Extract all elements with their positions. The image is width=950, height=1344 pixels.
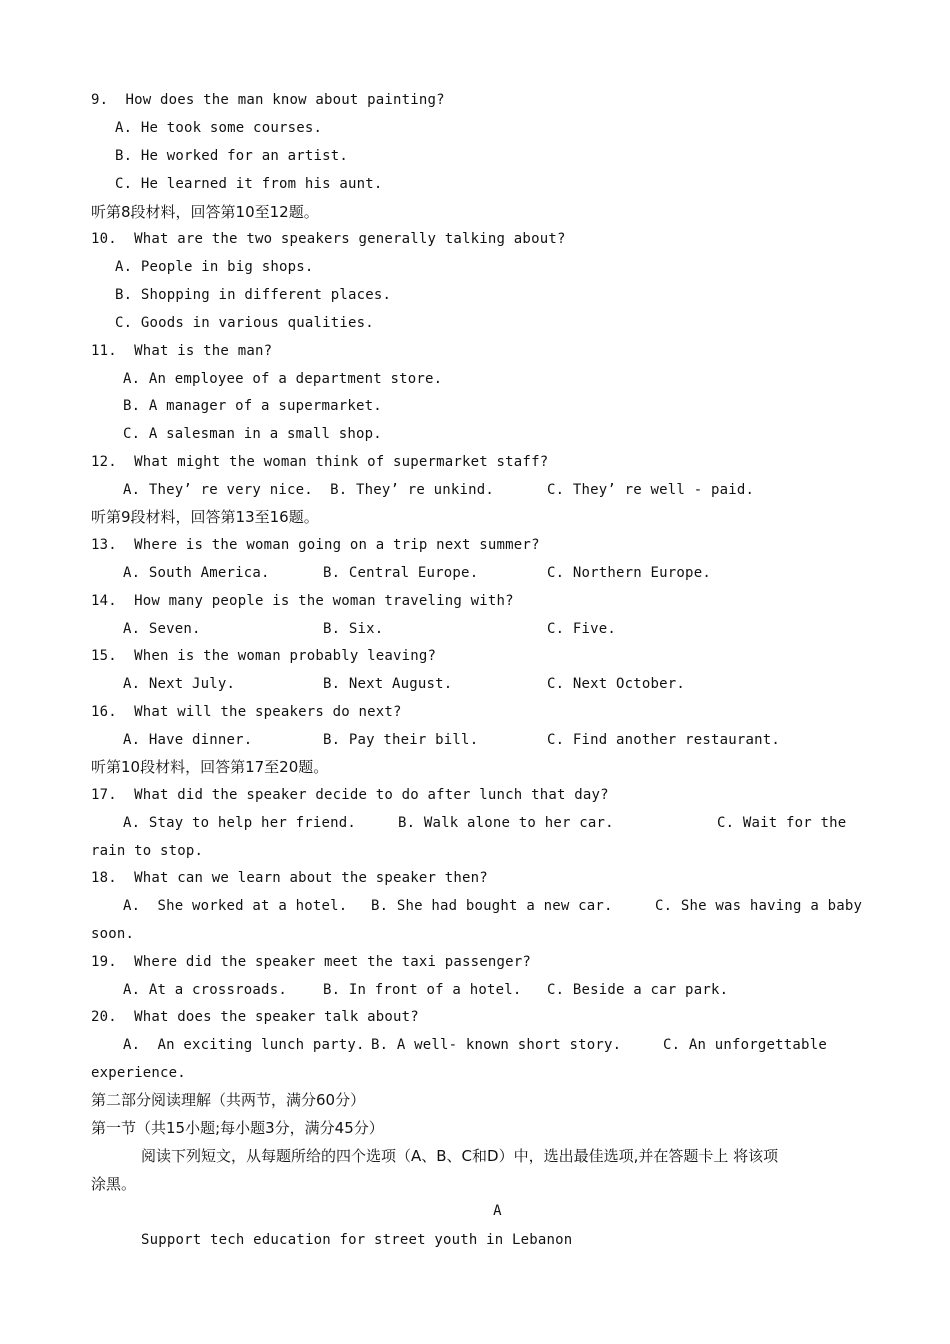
options-12ab: A. They’ re very nice. B. They’ re unkind. bbox=[123, 482, 495, 498]
option-15a: A. Next July. bbox=[123, 676, 236, 692]
option-20a: A. An exciting lunch party. bbox=[123, 1037, 365, 1053]
option-13a: A. South America. bbox=[123, 565, 270, 581]
instructions-line-2: 涂黑。 bbox=[91, 1175, 137, 1193]
passage-title: Support tech education for street youth in Lebanon bbox=[141, 1232, 573, 1248]
option-17c-continued: rain to stop. bbox=[91, 843, 204, 859]
question-16: 16. What will the speakers do next? bbox=[91, 704, 402, 720]
option-20c: C. An unforgettable bbox=[663, 1037, 827, 1053]
option-18c-continued: soon. bbox=[91, 926, 135, 942]
section-heading-10: 听第10段材料，回答第17至20题。 bbox=[91, 758, 329, 776]
option-17a: A. Stay to help her friend. bbox=[123, 815, 356, 831]
question-13: 13. Where is the woman going on a trip next summer? bbox=[91, 537, 540, 553]
question-11: 11. What is the man? bbox=[91, 343, 273, 359]
question-10: 10. What are the two speakers generally talking about? bbox=[91, 231, 566, 247]
option-17b: B. Walk alone to her car. bbox=[398, 815, 614, 831]
section-one-heading: 第一节（共15小题;每小题3分，满分45分） bbox=[91, 1119, 384, 1137]
option-9a: A. He took some courses. bbox=[115, 120, 323, 136]
part-two-heading: 第二部分阅读理解（共两节，满分60分） bbox=[91, 1091, 366, 1109]
question-20: 20. What does the speaker talk about? bbox=[91, 1009, 419, 1025]
question-18: 18. What can we learn about the speaker then? bbox=[91, 870, 488, 886]
option-19a: A. At a crossroads. bbox=[123, 982, 287, 998]
option-16b: B. Pay their bill. bbox=[323, 732, 479, 748]
question-15: 15. When is the woman probably leaving? bbox=[91, 648, 437, 664]
option-14c: C. Five. bbox=[547, 621, 617, 637]
option-16c: C. Find another restaurant. bbox=[547, 732, 780, 748]
option-13b: B. Central Europe. bbox=[323, 565, 479, 581]
question-19: 19. Where did the speaker meet the taxi passenger? bbox=[91, 954, 532, 970]
question-9: 9. How does the man know about painting? bbox=[91, 92, 445, 108]
option-17c: C. Wait for the bbox=[717, 815, 847, 831]
option-19c: C. Beside a car park. bbox=[547, 982, 729, 998]
option-18c: C. She was having a baby bbox=[655, 898, 863, 914]
question-17: 17. What did the speaker decide to do after lunch that day? bbox=[91, 787, 609, 803]
option-16a: A. Have dinner. bbox=[123, 732, 253, 748]
instructions-line-1: 阅读下列短文，从每题所给的四个选项（A、B、C和D）中，选出最佳选项,并在答题卡上 将该项 bbox=[141, 1147, 779, 1165]
option-15c: C. Next October. bbox=[547, 676, 686, 692]
passage-label-a: A bbox=[493, 1203, 502, 1219]
option-10b: B. Shopping in different places. bbox=[115, 287, 392, 303]
option-9b: B. He worked for an artist. bbox=[115, 148, 348, 164]
option-18b: B. She had bought a new car. bbox=[371, 898, 613, 914]
option-10c: C. Goods in various qualities. bbox=[115, 315, 374, 331]
option-11c: C. A salesman in a small shop. bbox=[123, 426, 382, 442]
option-11b: B. A manager of a supermarket. bbox=[123, 398, 382, 414]
option-9c: C. He learned it from his aunt. bbox=[115, 176, 383, 192]
option-19b: B. In front of a hotel. bbox=[323, 982, 522, 998]
question-14: 14. How many people is the woman traveling with? bbox=[91, 593, 514, 609]
option-14b: B. Six. bbox=[323, 621, 384, 637]
option-20c-continued: experience. bbox=[91, 1065, 186, 1081]
question-12: 12. What might the woman think of supermarket staff? bbox=[91, 454, 549, 470]
option-20b: B. A well- known short story. bbox=[371, 1037, 622, 1053]
section-heading-9: 听第9段材料，回答第13至16题。 bbox=[91, 508, 319, 526]
option-10a: A. People in big shops. bbox=[115, 259, 314, 275]
option-15b: B. Next August. bbox=[323, 676, 453, 692]
option-18a: A. She worked at a hotel. bbox=[123, 898, 348, 914]
option-14a: A. Seven. bbox=[123, 621, 201, 637]
option-12c: C. They’ re well - paid. bbox=[547, 482, 755, 498]
section-heading-8: 听第8段材料，回答第10至12题。 bbox=[91, 203, 319, 221]
option-11a: A. An employee of a department store. bbox=[123, 371, 443, 387]
option-13c: C. Northern Europe. bbox=[547, 565, 711, 581]
